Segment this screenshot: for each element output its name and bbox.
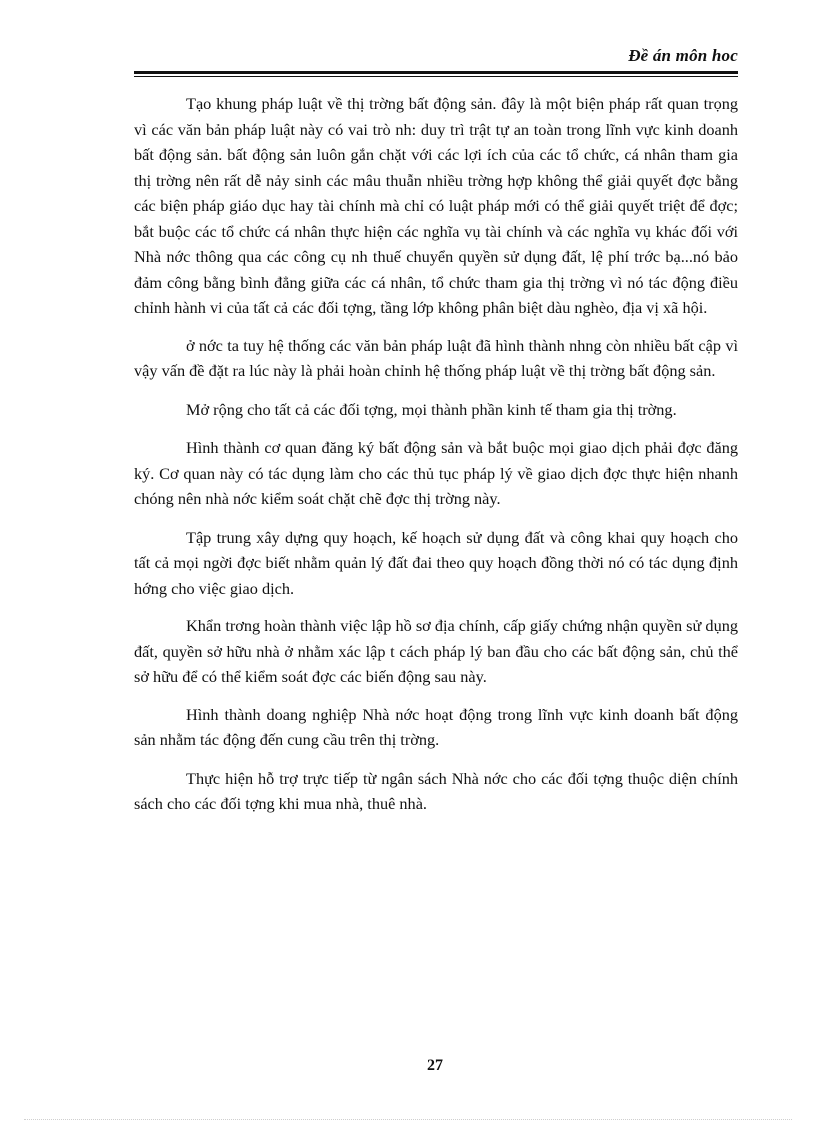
paragraph-registration-agency: Hình thành cơ quan đăng ký bất động sản và bắt buộc mọi giao dịch phải đợc đăng ký. Cơ quan này có tác dụng làm cho các thủ tục pháp lý về giao dịch đợc thực hiện nhanh chóng nên nhà nớc kiểm soát chặt chẽ đợc thị trờng này. [134,438,738,508]
header-rule-thin [134,76,738,77]
body-text [134,91,738,817]
paragraph-legal-framework: Tạo khung pháp luật về thị trờng bất động sản. đây là một biện pháp rất quan trọng vì các văn bản pháp luật này có vai trò nh: duy trì trật tự an toàn trong lĩnh vực kinh doanh bất động sản. bất động sản luôn gắn chặt với các lợi ích của các tổ chức, cá nhân tham gia thị trờng nên rất dễ nảy sinh các mâu thuẫn nhiều trờng hợp không thể giải quyết đợc bằng các biện pháp giáo dục hay tài chính mà chỉ có luật pháp mới có thể giải quyết triệt để đợc; bắt buộc các tổ chức cá nhân thực hiện các nghĩa vụ tài chính và các nghĩa vụ khác đối với Nhà nớc thông qua các công cụ nh thuế chuyển quyền sử dụng đất, lệ phí trớc bạ...nó bảo đảm công bằng bình đẳng giữa các cá nhân, tổ chức tham gia thị trờng vì nó tác động điều chỉnh hành vi của tất cả các đối tợng, tầng lớp không phân biệt dàu nghèo, địa vị xã hội. [134,94,738,317]
header-title: Đề án môn hoc [628,46,738,65]
page-header [134,44,738,78]
paragraph-cadastral-records: Khẩn trơng hoàn thành việc lập hồ sơ địa chính, cấp giấy chứng nhận quyền sử dụng đất, quyền sở hữu nhà ở nhằm xác lập t cách pháp lý ban đầu cho các bất động sản, chủ thể sở hữu để có thể kiểm soát đợc các biến động sau này. [134,616,738,686]
page-number: 27 [427,1057,443,1074]
paragraph-budget-support: Thực hiện hỗ trợ trực tiếp từ ngân sách Nhà nớc cho các đối tợng thuộc diện chính sách cho các đối tợng khi mua nhà, thuê nhà. [134,768,738,813]
paragraph-expand-participants: Mở rộng cho tất cả các đối tợng, mọi thành phần kinh tế tham gia thị trờng. [186,399,677,419]
paragraph-legal-system: ở nớc ta tuy hệ thống các văn bản pháp luật đã hình thành nhng còn nhiều bất cập vì vậy vấn đề đặt ra lúc này là phải hoàn chỉnh hệ thống pháp luật về thị trờng bất động sản. [134,335,738,380]
page-bottom-border [24,1119,792,1120]
header-rule-thick [134,71,738,74]
paragraph-land-planning: Tập trung xây dựng quy hoạch, kế hoạch sử dụng đất và công khai quy hoạch cho tất cả mọi ngời đợc biết nhằm quản lý đất đai theo quy hoạch đồng thời nó có tác dụng định hớng cho việc giao dịch. [134,527,738,598]
paragraph-state-enterprise: Hình thành doang nghiệp Nhà nớc hoạt động trong lĩnh vực kinh doanh bất động sản nhằm tác động đến cung cầu trên thị trờng. [134,704,738,749]
